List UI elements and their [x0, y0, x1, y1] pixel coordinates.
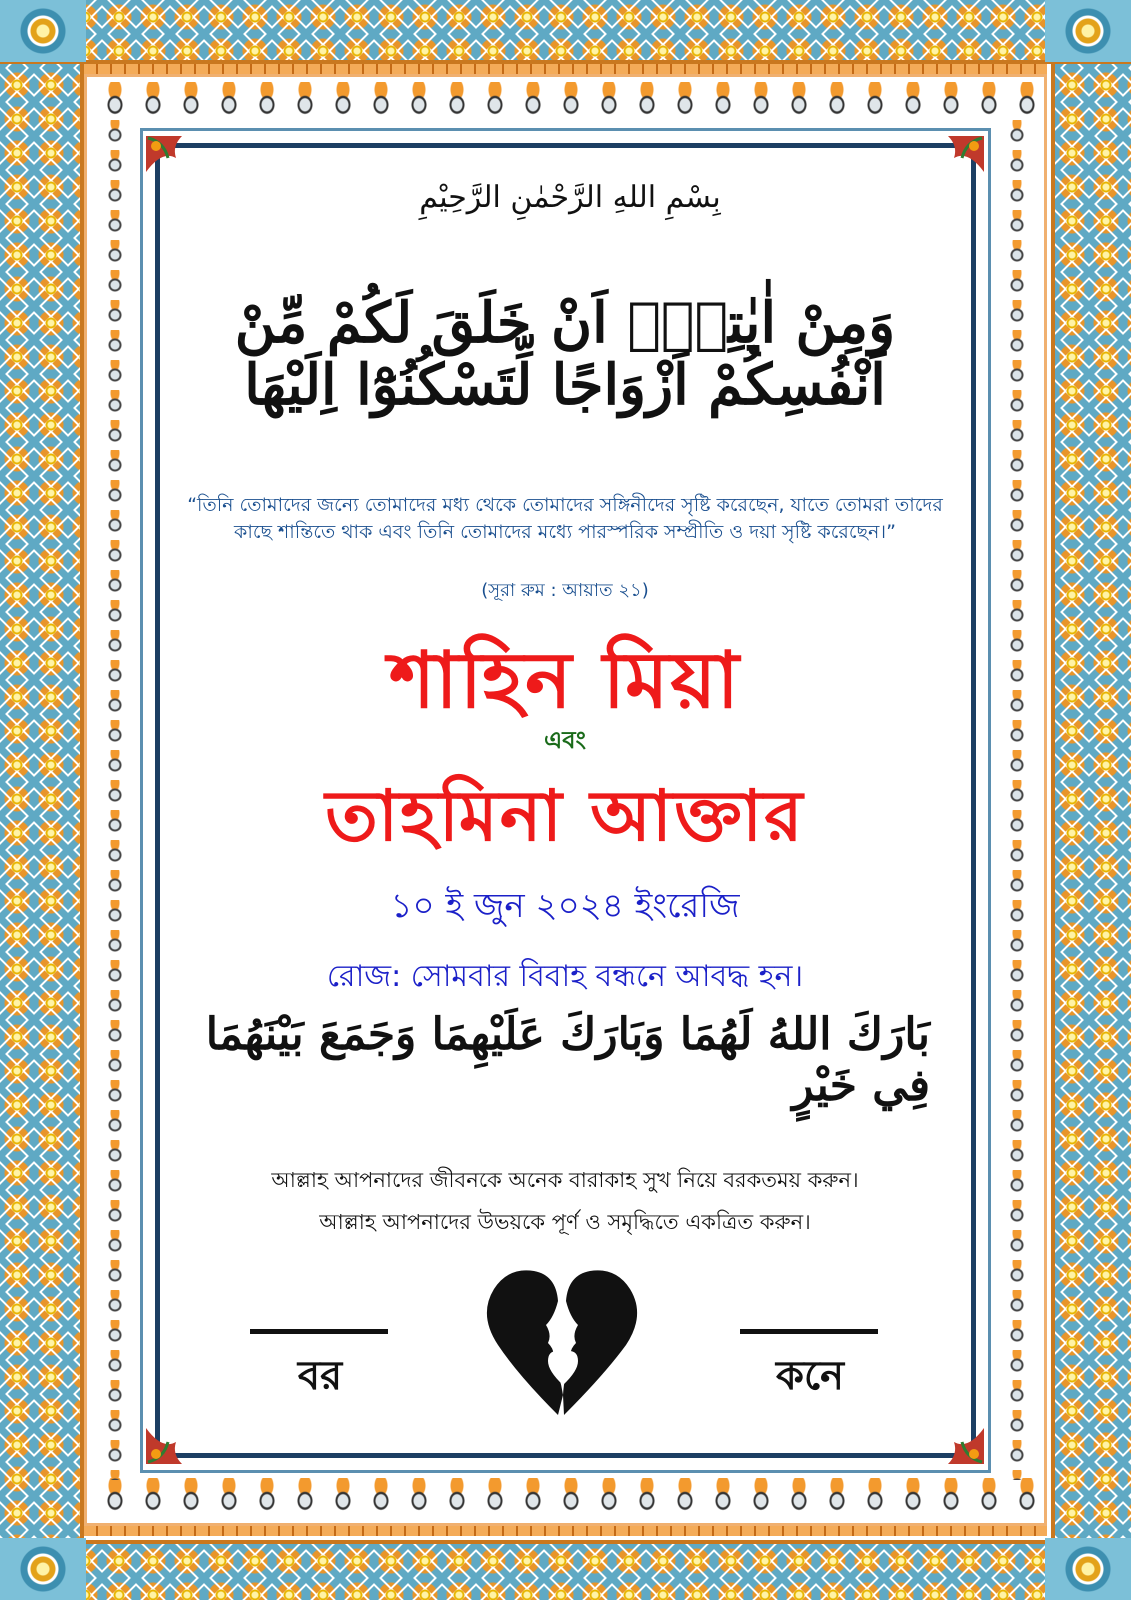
bride-signature-label: কনে	[776, 1353, 844, 1399]
lamp-motif-column-right	[1002, 120, 1032, 1480]
groom-signature-line	[250, 1329, 388, 1334]
leaf-ornament-icon	[928, 132, 988, 192]
bride-signature-line	[740, 1329, 878, 1334]
lamp-motif-column-left	[100, 120, 130, 1480]
corner-rosette-bottom-right	[1045, 1538, 1131, 1600]
wedding-day-line: রোজ: সোমবার বিবাহ বন্ধনে আবদ্ধ হন।	[326, 959, 804, 994]
bismillah-calligraphy: بِسْمِ اللهِ الرَّحْمٰنِ الرَّحِيْمِ	[419, 180, 721, 215]
lamp-motif-row-bottom	[96, 1478, 1036, 1516]
leaf-ornament-icon	[142, 1408, 202, 1468]
leaf-ornament-icon	[142, 132, 202, 192]
verse-translation: “তিনি তোমাদের জন্যে তোমাদের মধ্য থেকে তোমাদের সঙ্গিনীদের সৃষ্টি করেছেন, যাতে তোমরা তাদের কাছে শান্তিতে থাক এবং তিনি তোমাদের মধ্যে পারস্পরিক সম্প্রীতি ও দয়া সৃষ্টি করেছেন।”	[187, 494, 943, 543]
couple-silhouette-icon	[478, 1265, 648, 1425]
border-band-right	[1051, 0, 1131, 1600]
brick-strip-bottom	[84, 1526, 1047, 1536]
verse-reference: (সূরা রুম : আয়াত ২১)	[481, 580, 649, 601]
corner-rosette-top-right	[1045, 0, 1131, 62]
border-band-bottom	[0, 1540, 1131, 1600]
lamp-motif-row-top	[96, 82, 1036, 120]
leaf-ornament-icon	[928, 1408, 988, 1468]
corner-rosette-bottom-left	[0, 1538, 86, 1600]
groom-signature-label: বর	[297, 1353, 343, 1399]
verse-calligraphy	[200, 250, 930, 460]
bride-name: তাহমিনা আক্তার	[325, 775, 805, 857]
groom-name: শাহিন মিয়া	[389, 636, 741, 726]
verse-arabic-text: وَمِنْ اٰيٰتِهٖٓ اَنْ خَلَقَ لَكُمْ مِّنْ اَنْفُسِكُمْ اَزْوَاجًا لِّتَسْكُنُوْٓا اِلَيْهَا	[234, 290, 896, 418]
border-band-left	[0, 0, 84, 1600]
dua-calligraphy: بَارَكَ اللهُ لَهُمَا وَبَارَكَ عَلَيْهِمَا وَجَمَعَ بَيْنَهُمَا فِي خَيْرٍ	[205, 1009, 930, 1111]
corner-rosette-top-left	[0, 0, 86, 62]
brick-strip-top	[84, 64, 1047, 74]
blessing-line-2: আল্লাহ আপনাদের উভয়কে পূর্ণ ও সমৃদ্ধিতে একত্রিত করুন।	[319, 1210, 811, 1234]
blessing-line-1: আল্লাহ আপনাদের জীবনকে অনেক বারাকাহ সুখ নিয়ে বরকতময় করুন।	[271, 1168, 859, 1192]
border-band-top	[0, 0, 1131, 64]
wedding-date: ১০ ই জুন ২০২৪ ইংরেজি	[390, 886, 740, 926]
conjunction-and: এবং	[544, 726, 586, 754]
